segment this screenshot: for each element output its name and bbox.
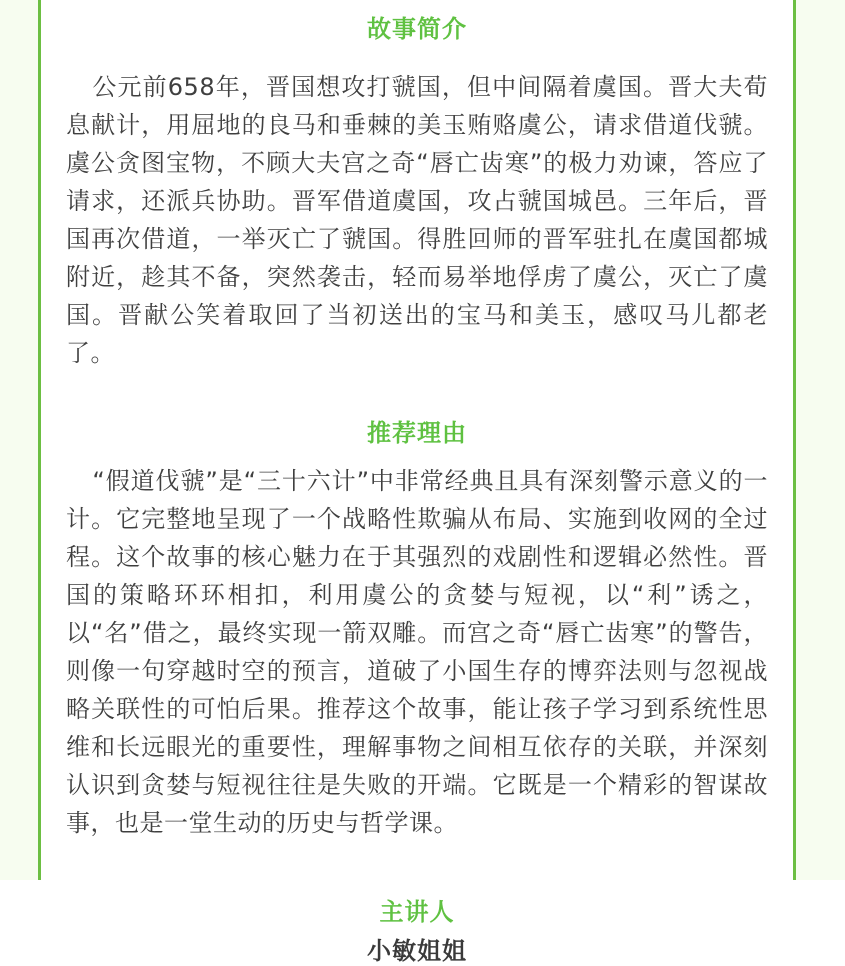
speaker-heading: 主讲人 <box>379 898 455 926</box>
story-intro-paragraph: 公元前658年，晋国想攻打虢国，但中间隔着虞国。晋大夫荀息献计，用屈地的良马和垂棘的美玉贿赂虞公，请求借道伐虢。虞公贪图宝物，不顾大夫宫之奇“唇亡齿寒”的极力劝谏，答应了请求，还派兵协助。晋军借道虞国，攻占虢国城邑。三年后，晋国再次借道，一举灭亡了虢国。得胜回师的晋军驻扎在虞国都城附近，趁其不备，突然袭击，轻而易举地俘虏了虞公，灭亡了虞国。晋献公笑着取回了当初送出的宝马和美玉，感叹马儿都老了。 <box>66 73 768 367</box>
article-content <box>41 0 793 966</box>
recommendation-paragraph: “假道伐虢”是“三十六计”中非常经典且具有深刻警示意义的一计。它完整地呈现了一个战略性欺骗从布局、实施到收网的全过程。这个故事的核心魅力在于其强烈的戏剧性和逻辑必然性。晋国的策略环环相扣，利用虞公的贪婪与短视，以“利”诱之，以“名”借之，最终实现一箭双雕。而宫之奇“唇亡齿寒”的警告，则像一句穿越时空的预言，道破了小国生存的博弈法则与忽视战略关联性的可怕后果。推荐这个故事，能让孩子学习到系统性思维和长远眼光的重要性，理解事物之间相互依存的关联，并深刻认识到贪婪与短视往往是失败的开端。它既是一个精彩的智谋故事，也是一堂生动的历史与哲学课。 <box>66 467 768 837</box>
article-panel <box>38 0 796 965</box>
story-intro-heading: 故事简介 <box>367 15 467 43</box>
speaker-name: 小敏姐姐 <box>367 937 467 965</box>
recommendation-heading: 推荐理由 <box>367 419 467 447</box>
